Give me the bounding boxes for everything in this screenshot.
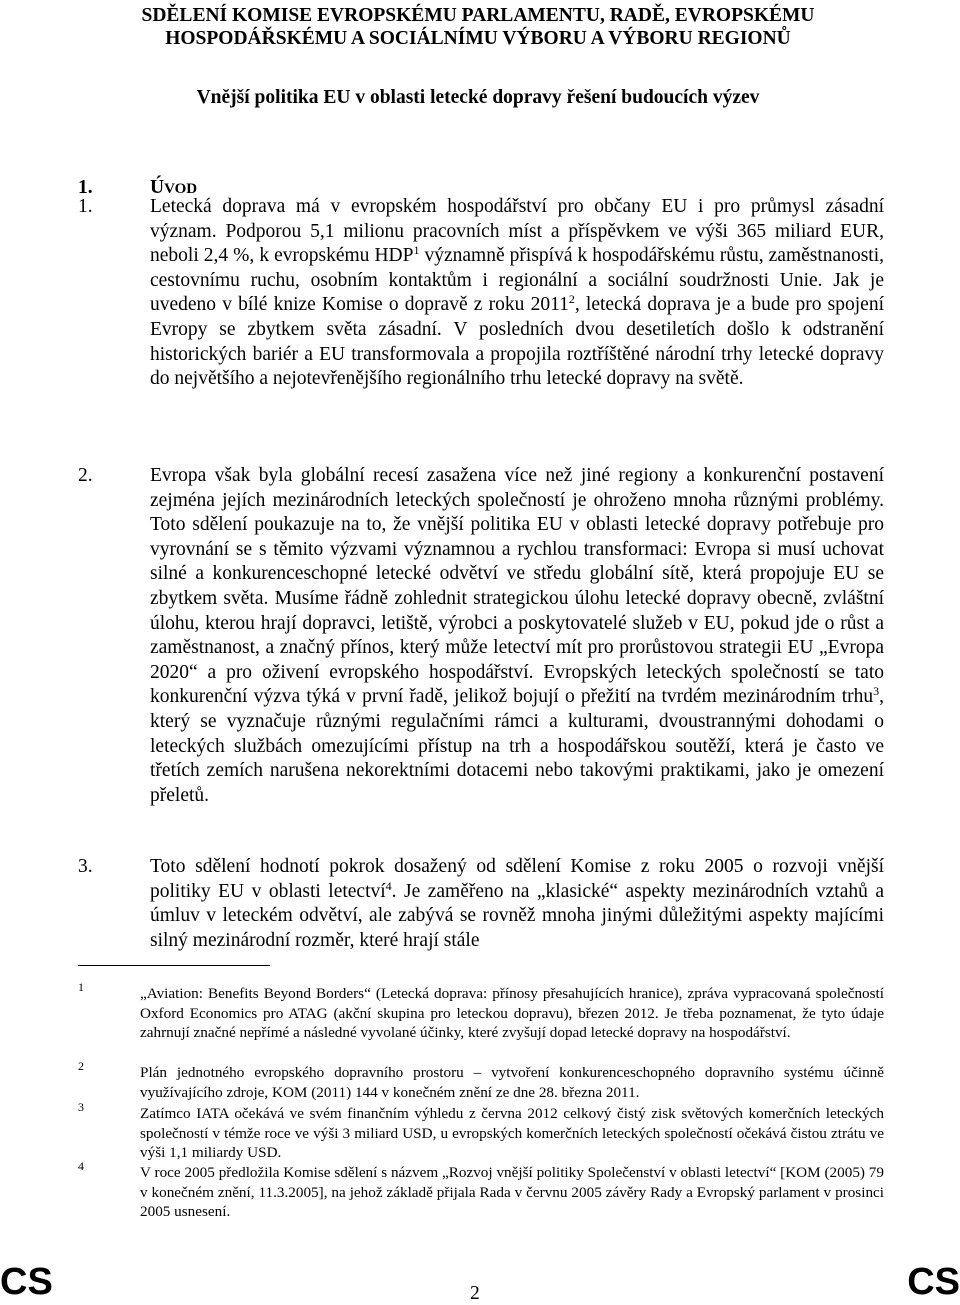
footnote-text: Zatímco IATA očekává ve svém finančním výhledu z června 2012 celkový čistý zisk světových komerčních leteckých společností v témže roce ve výši 3 miliard USD, u evropských komerčních leteckých společností očekává čistou ztrátu ve výši 1,1 miliardy USD. [140,1105,884,1162]
footnote-number: 1 [78,980,84,994]
footnote-4 [78,1159,884,1222]
document-title [78,4,878,50]
footnote-text: „Aviation: Benefits Beyond Borders“ (Letecká doprava: přínosy přesahujících hranice), zpráva vypracovaná společností Oxford Economics pro ATAG (akční skupina pro leteckou dopravu), březen 2012. Je třeba poznamenat, že tyto údaje zahrnují značné nepřímé a následné vyvolané účinky, které zvyšují dopad letecké dopravy na hospodářství. [140,985,884,1042]
paragraph-text: Toto sdělení hodnotí pokrok dosažený od sdělení Komise z roku 2005 o rozvoji vnější politiky EU v oblasti letectví$^4$. Je zaměřeno na „klasické“ aspekty mezinárodních vztahů a úmluv v leteckém odvětví, ale zabývá se rovněž mnoha jinými důležitými aspekty majícími silný mezinárodní rozměr, které hrají stále [150,856,884,951]
footnote-ref: 3 [873,684,880,699]
paragraph-text: Letecká doprava má v evropském hospodářství pro občany EU i pro průmysl zásadní význam. Podporou 5,1 milionu pracovních míst a příspěvkem ve výši 365 miliard EUR, neboli 2,4 %, k evropskému HDP$^1$ významně přispívá k hospodářskému růstu, zaměstnanosti, cestovnímu ruchu, osobním kontaktům i regionální a sociální soudržnosti Unie. Jak je uvedeno v bílé knize Komise o dopravě z roku 2011$^2$, letecká doprava je a bude pro spojení Evropy se zbytkem světa zásadní. V posledních dvou desetiletích došlo k odstranění historických bariér a EU transformovala a propojila roztříštěné národní trhy letecké dopravy do největšího a nejotevřenějšího regionálního trhu letecké dopravy na světě. [150,196,885,390]
footnote-3 [78,1100,884,1163]
paragraph-2 [78,464,884,808]
paragraph-number: 2. [78,465,93,486]
paragraph-text: Evropa však byla globální recesí zasažena více než jiné regiony a konkurenční postavení zejména jejích mezinárodních leteckých společností je ohroženo mnoha různými problémy. Toto sdělení poukazuje na to, že vnější politika EU v oblasti letecké dopravy potřebuje pro vyrovnání se s těmito výzvami významnou a rychlou transformaci: Evropa si musí uchovat silné a konkurenceschopné letecké odvětví ve středu globální sítě, která propojuje EU se zbytkem světa. Musíme řádně zohlednit strategickou úlohu letecké dopravy obecně, zvláštní úlohu, kterou hrají dopravci, letiště, výrobci a poskytovatelé služeb v EU, pokud jde o růst a zaměstnanost, a značný přínos, který může letectví mít pro prorůstovou strategii EU „Evropa 2020“ a pro oživení evropského hospodářství. Evropských leteckých společností se tato konkurenční výzva týká v první řadě, jelikož bojují o přežití na tvrdém mezinárodním trhu$^3$, který se vyznačuje různými regulačními rámci a kulturami, dvoustrannými dohodami o leteckých službách omezujícími přístup na trh a hospodářskou soutěží, která je často ve třetích zemích narušena nekorektními dotacemi nebo takovými praktikami, jako je omezení přeletů. [150,465,884,806]
footnote-ref: 4 [385,878,392,893]
section-title-rest: VOD [164,181,198,197]
footnote-separator [78,965,270,966]
paragraph-3 [78,855,884,953]
footnote-text: V roce 2005 předložila Komise sdělení s názvem „Rozvoj vnější politiky Společenství v oblasti letectví“ [KOM (2005) 79 v konečném znění, 11.3.2005], na jehož základě přijala Rada v červnu 2005 závěry Rady a Evropský parlament v prosinci 2005 usnesení. [140,1164,884,1221]
footnote-text: Plán jednotného evropského dopravního prostoru – vytvoření konkurenceschopného dopravního systému účinně využívajícího zdroje, KOM (2011) 144 v konečném znění ze dne 28. března 2011. [140,1064,884,1101]
section-number: 1. [78,177,93,198]
footnote-2 [78,1059,884,1102]
section-title-initial: Ú [150,177,165,198]
footnote-number: 4 [78,1159,84,1173]
footer-language-left: CS [0,1261,53,1303]
paragraph-1 [78,195,884,392]
footer-language-right: CS [907,1261,960,1303]
footnote-1 [78,980,884,1043]
page-number: 2 [470,1283,480,1304]
footnote-number: 3 [78,1100,84,1114]
document-subtitle: Vnější politika EU v oblasti letecké dopravy řešení budoucích výzev [196,87,760,108]
title-line-2: HOSPODÁŘSKÉMU A SOCIÁLNÍMU VÝBORU A VÝBORU REGIONŮ [165,28,791,49]
footnote-number: 2 [78,1059,84,1073]
footnote-ref: 2 [568,292,575,307]
footnote-ref: 1 [413,243,420,258]
paragraph-number: 1. [78,196,93,217]
title-line-1: SDĚLENÍ KOMISE EVROPSKÉMU PARLAMENTU, RADĚ, EVROPSKÉMU [141,5,815,26]
paragraph-number: 3. [78,856,93,877]
